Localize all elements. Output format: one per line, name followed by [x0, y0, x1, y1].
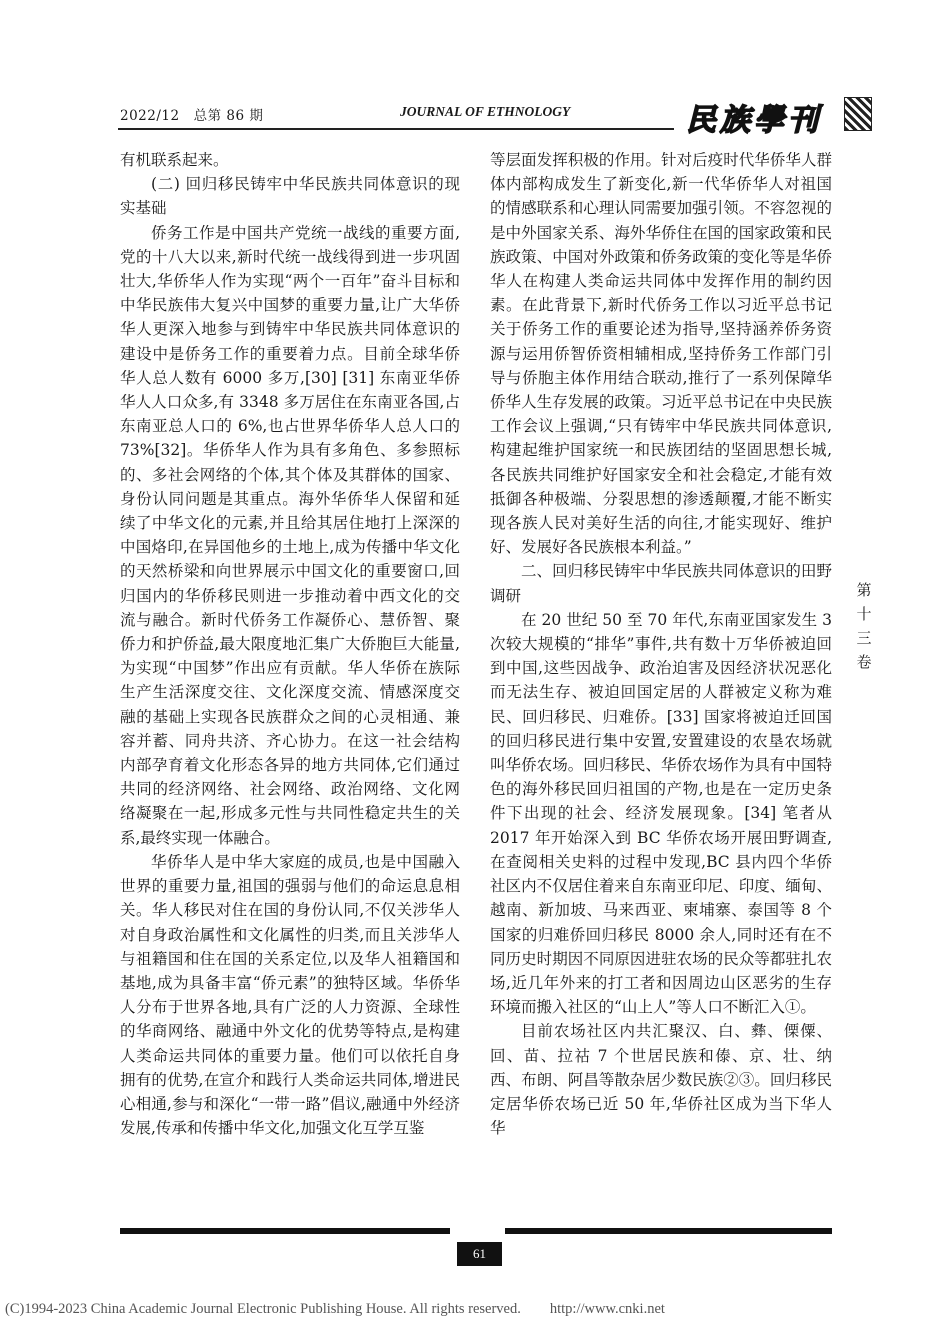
- journal-logo-text: 民族學刊: [686, 103, 822, 138]
- volume-side-label: 第十三卷: [856, 581, 872, 671]
- paragraph: 在 20 世纪 50 至 70 年代,东南亚国家发生 3 次较大规模的“排华”事件,共有数十万华侨被迫回到中国,这些因战争、政治迫害及因经济状况恶化而无法生存、被迫回国定居的人群被定义称为难民、回归移民、归难侨。[33] 国家将被迫迁回国的回归移民进行集中安置,安置建设的农垦农场就叫华侨农场。回归移民、华侨农场作为具有中国特色的海外移民回归祖国的产物,也是在一定历史条件下出现的社会、经济发展现象。[34] 笔者从 2017 年开始深入到 BC 华侨农场开展田野调查,在查阅相关史料的过程中发现,BC 县内四个华侨社区内不仅居住着来自东南亚印尼、印度、缅甸、越南、新加坡、马来西亚、柬埔寨、泰国等 8 个国家的归难侨回归移民 8000 余人,同时还有在不同历史时期因不同原因进驻农场的民众等都驻扎农场,近几年外来的打工者和因周边山区恶劣的生存环境而搬入社区的“山上人”等人口不断汇入①。: [490, 610, 832, 1017]
- footer-rule-right: [505, 1228, 832, 1234]
- header-rule: [118, 128, 674, 130]
- page-number: 61: [457, 1242, 502, 1266]
- right-column: [490, 148, 832, 1140]
- journal-logo: [672, 93, 872, 138]
- left-column: [120, 148, 460, 1140]
- journal-title: JOURNAL OF ETHNOLOGY: [400, 104, 571, 119]
- paragraph: 等层面发挥积极的作用。针对后疫时代华侨华人群体内部构成发生了新变化,新一代华侨华人对祖国的情感联系和心理认同需要加强引领。不容忽视的是中外国家关系、海外华侨住在国的国家政策和民族政策、中国对外政策和侨务政策的变化等是华侨华人在构建人类命运共同体中发挥作用的制约因素。在此背景下,新时代侨务工作以习近平总书记关于侨务工作的重要论述为指导,坚持涵养侨务资源与运用侨智侨资相辅相成,坚持侨务工作部门引导与侨胞主体作用结合联动,推行了一系列保障华侨华人生存发展的政策。习近平总书记在中央民族工作会议上强调,“只有铸牢中华民族共同体意识,构建起维护国家统一和民族团结的坚固思想长城,各民族共同维护好国家安全和社会稳定,才能有效抵御各种极端、分裂思想的渗透颠覆,才能不断实现各族人民对美好生活的向往,才能实现好、维护好、发展好各民族根本利益。”: [490, 151, 832, 557]
- paragraph: 华侨华人是中华大家庭的成员,也是中国融入世界的重要力量,祖国的强弱与他们的命运息息相关。华人移民对住在国的身份认同,不仅关涉华人对自身政治属性和文化属性的归类,而且关涉华人与祖籍国和住在国的关系定位,以及华人祖籍国和基地,成为具备丰富“侨元素”的独特区域。华侨华人分布于世界各地,具有广泛的人力资源、全球性的华商网络、融通中外文化的优势等特点,是构建人类命运共同体的重要力量。他们可以依托自身拥有的优势,在宣介和践行人类命运共同体,增进民心相通,参与和深化“一带一路”倡议,融通中外经济发展,传承和传播中华文化,加强文化互学互鉴: [120, 852, 460, 1138]
- section-heading: 二、回归移民铸牢中华民族共同体意识的田野调研: [490, 562, 832, 605]
- footer-rule-left: [120, 1228, 450, 1234]
- paragraph: 目前农场社区内共汇聚汉、白、彝、傈僳、回、苗、拉祜 7 个世居民族和傣、京、壮、纳西、布朗、阿昌等散杂居少数民族②③。回归移民定居华侨农场已近 50 年,华侨社区成为当下华人华: [490, 1022, 832, 1138]
- copyright-notice: (C)1994-2023 China Academic Journal Electronic Publishing House. All rights reserved. http://www.cnki.net: [5, 1301, 665, 1317]
- paragraph: 侨务工作是中国共产党统一战线的重要方面,党的十八大以来,新时代统一战线得到进一步巩固壮大,华侨华人作为实现“两个一百年”奋斗目标和中华民族伟大复兴中国梦的重要力量,让广大华侨华人更深入地参与到铸牢中华民族共同体意识的建设中是侨务工作的重要着力点。目前全球华侨华人总人数有 6000 多万,[30] [31] 东南亚华侨华人人口众多,有 3348 多万居住在东南亚各国,占东南亚总人口的 6%,也占世界华侨华人总人口的 73%[32]。华侨华人作为具有多角色、多参照标的、多社会网络的个体,其个体及其群体的国家、身份认同问题是其重点。海外华侨华人保留和延续了中华文化的元素,并且给其居住地打上深深的中国烙印,在异国他乡的土地上,成为传播中华文化的天然桥梁和向世界展示中国文化的重要窗口,回归国内的华侨移民则进一步推动着中西文化的交流与融合。新时代侨务工作凝侨心、慧侨智、聚侨力和护侨益,最大限度地汇集广大侨胞巨大能量,为实现“中国梦”作出应有贡献。华人华侨在族际生产生活深度交往、文化深度交流、情感深度交融的基础上实现各民族群众之间的心灵相通、兼容并蓄、同舟共济、齐心协力。在这一社会结构内部孕育着文化形态各异的地方共同体,它们通过共同的经济网络、社会网络、政治网络、文化网络凝聚在一起,形成多元性与共同性稳定共生的关系,最终实现一体融合。: [120, 223, 460, 847]
- paragraph: 有机联系起来。: [120, 151, 229, 169]
- section-heading: (二) 回归移民铸牢中华民族共同体意识的现实基础: [120, 175, 460, 218]
- issue-info: 2022/12 总第 86 期: [120, 108, 264, 124]
- logo-pattern-icon: [844, 97, 872, 131]
